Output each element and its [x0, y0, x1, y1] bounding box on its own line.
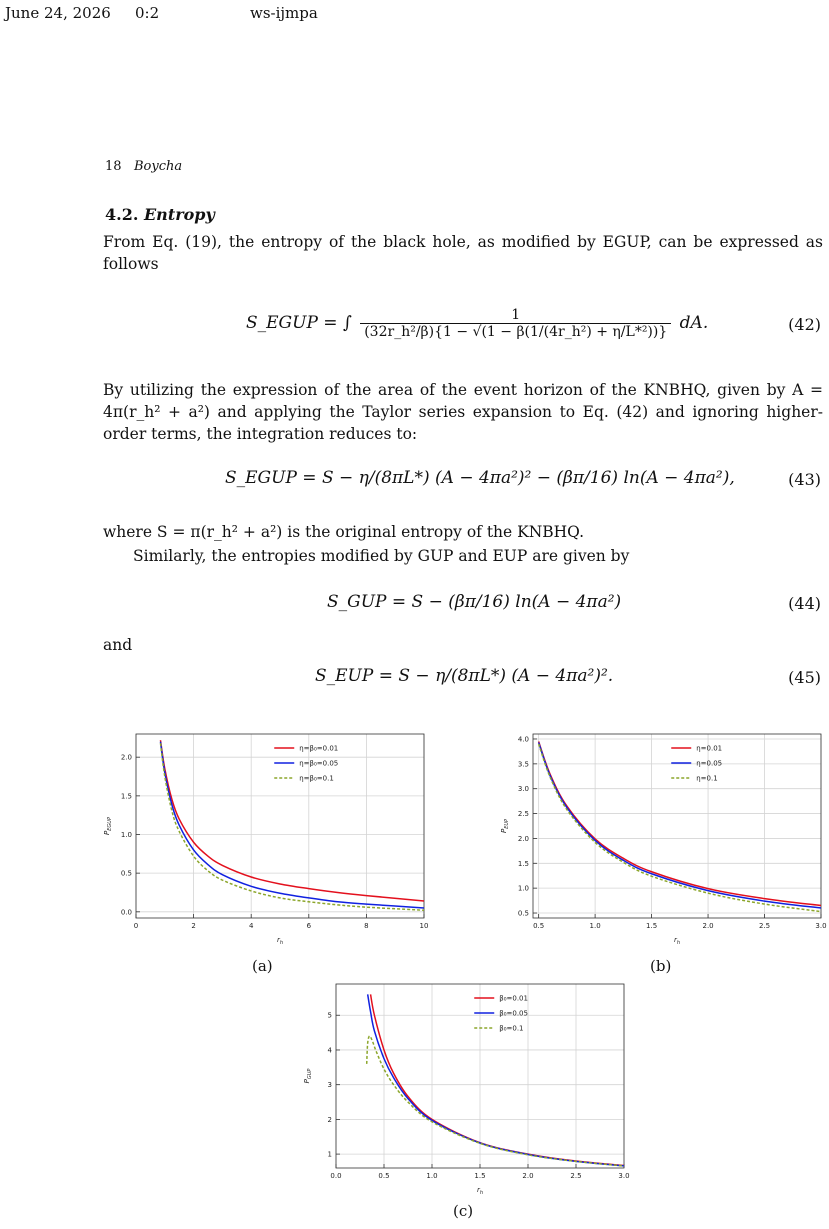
x-tick-label: 2.5: [758, 922, 771, 930]
y-axis-label: $P_{EGUP}$: [103, 817, 113, 835]
y-tick-label: 2: [327, 1115, 332, 1124]
y-tick-label: 3.0: [517, 785, 529, 794]
paragraph-1: From Eq. (19), the entropy of the black hole, as modified by EGUP, can be expressed as follows: [103, 233, 823, 273]
header-time: 0:2: [135, 4, 160, 22]
legend-label: β₀=0.05: [499, 1009, 528, 1018]
series-line-1: [160, 740, 424, 901]
figure-c-chart: [300, 980, 630, 1200]
series-group: [539, 741, 821, 911]
x-tick-label: 2.5: [570, 1172, 582, 1180]
y-tick-label: 2.5: [517, 810, 529, 819]
x-tick-label: 1.5: [646, 922, 658, 930]
section-title: Entropy: [143, 205, 215, 224]
legend-label: η=β₀=0.1: [299, 774, 334, 783]
x-tick-label: 0.0: [330, 1172, 342, 1180]
x-axis-label: $r_h$: [276, 936, 284, 946]
legend-label: β₀=0.1: [499, 1024, 524, 1033]
y-tick-label: 2.0: [120, 753, 132, 762]
y-axis-label: $P_{GUP}$: [303, 1068, 313, 1084]
series-line-3: [160, 743, 424, 910]
x-tick-label: 1.5: [474, 1172, 486, 1180]
y-axis-label: $P_{EUP}$: [500, 818, 510, 834]
series-line-1: [539, 741, 821, 905]
section-number: 4.2.: [105, 205, 139, 224]
x-axis-label: $r_h$: [476, 1186, 484, 1196]
series-line-2: [368, 994, 624, 1166]
x-tick-label: 0.5: [378, 1172, 390, 1180]
series-line-2: [160, 742, 424, 908]
y-tick-label: 1: [327, 1150, 332, 1159]
y-tick-label: 3.5: [517, 760, 529, 769]
header-journal: ws-ijmpa: [250, 4, 318, 22]
eq44-label: (44): [788, 594, 821, 613]
y-tick-label: 3: [327, 1081, 332, 1090]
x-tick-label: 1.0: [589, 922, 601, 930]
eq44-body: S_GUP = S − (βπ/16) ln(A − 4πa²): [327, 592, 622, 612]
x-tick-label: 2.0: [702, 922, 714, 930]
legend-label: η=β₀=0.01: [299, 744, 339, 753]
figure-b-chart: [497, 730, 827, 950]
eq45-body: S_EUP = S − η/(8πL*) (A − 4πa²)².: [315, 666, 614, 686]
figure-a-chart: [100, 730, 430, 950]
x-tick-label: 1.0: [426, 1172, 438, 1180]
x-tick-label: 0.5: [533, 922, 545, 930]
eq42-denominator: (32r_h²/β){1 − √(1 − β(1/(4r_h²) + η/L*²))}: [364, 324, 668, 340]
x-tick-label: 6: [306, 922, 312, 930]
plot-frame: [533, 734, 821, 918]
x-tick-label: 4: [248, 922, 254, 930]
legend-label: β₀=0.01: [499, 994, 528, 1003]
y-tick-label: 1.5: [120, 792, 132, 801]
header-date: June 24, 2026: [5, 4, 111, 22]
x-tick-label: 8: [364, 922, 369, 930]
series-group: [367, 994, 624, 1166]
y-tick-label: 0.5: [120, 869, 132, 878]
series-line-2: [539, 742, 821, 908]
eq45-label: (45): [788, 668, 821, 687]
eq42-tail: dA.: [679, 313, 709, 333]
paragraph-3: where S = π(r_h² + a²) is the original entropy of the KNBHQ.: [103, 523, 585, 541]
series-line-3: [367, 1036, 624, 1166]
series-line-3: [539, 744, 821, 912]
x-tick-label: 10: [419, 922, 429, 930]
x-axis-label: $r_h$: [673, 936, 681, 946]
caption-c: (c): [453, 1202, 474, 1220]
y-tick-label: 1.0: [517, 884, 529, 893]
y-tick-label: 0.5: [517, 909, 529, 918]
equation-42: [0, 289, 829, 373]
legend-label: η=0.1: [696, 774, 718, 783]
legend-label: η=0.01: [696, 744, 723, 753]
legend-label: η=0.05: [696, 759, 723, 768]
y-tick-label: 2.0: [517, 834, 529, 843]
x-tick-label: 3.0: [618, 1172, 630, 1180]
y-tick-label: 0.0: [120, 908, 132, 917]
series-group: [160, 740, 424, 910]
y-tick-label: 5: [327, 1011, 332, 1020]
y-tick-label: 4.0: [517, 735, 529, 744]
eq42-lhs: S_EGUP = ∫: [246, 313, 352, 333]
paragraph-2: By utilizing the expression of the area of the event horizon of the KNBHQ, given by A = 4π(r_h² + a²) and applying the Taylor series expansion to Eq. (42) and ignoring higher-order terms, the integration reduces to:: [103, 381, 823, 443]
paragraph-4: Similarly, the entropies modified by GUP and EUP are given by: [133, 547, 630, 565]
y-tick-label: 1.5: [517, 859, 529, 868]
x-tick-label: 0: [133, 922, 139, 930]
y-tick-label: 1.0: [120, 831, 132, 840]
x-tick-label: 2.0: [522, 1172, 534, 1180]
paragraph-5: and: [103, 636, 133, 654]
running-head-author: Boycha: [134, 159, 183, 174]
eq43-label: (43): [788, 470, 821, 489]
caption-b: (b): [650, 957, 672, 975]
x-tick-label: 3.0: [815, 922, 827, 930]
eq42-numerator: 1: [360, 307, 671, 324]
legend-label: η=β₀=0.05: [299, 759, 339, 768]
equation-45: [0, 652, 829, 712]
equation-44: [0, 578, 829, 638]
y-tick-label: 4: [327, 1046, 332, 1055]
series-line-1: [371, 994, 624, 1165]
x-tick-label: 2: [191, 922, 196, 930]
equation-43: [0, 456, 829, 516]
eq43-body: S_EGUP = S − η/(8πL*) (A − 4πa²)² − (βπ/16) ln(A − 4πa²),: [225, 468, 735, 488]
caption-a: (a): [252, 957, 273, 975]
section-heading: [105, 205, 215, 224]
eq42-label: (42): [788, 315, 821, 334]
page-number: 18: [105, 159, 122, 174]
